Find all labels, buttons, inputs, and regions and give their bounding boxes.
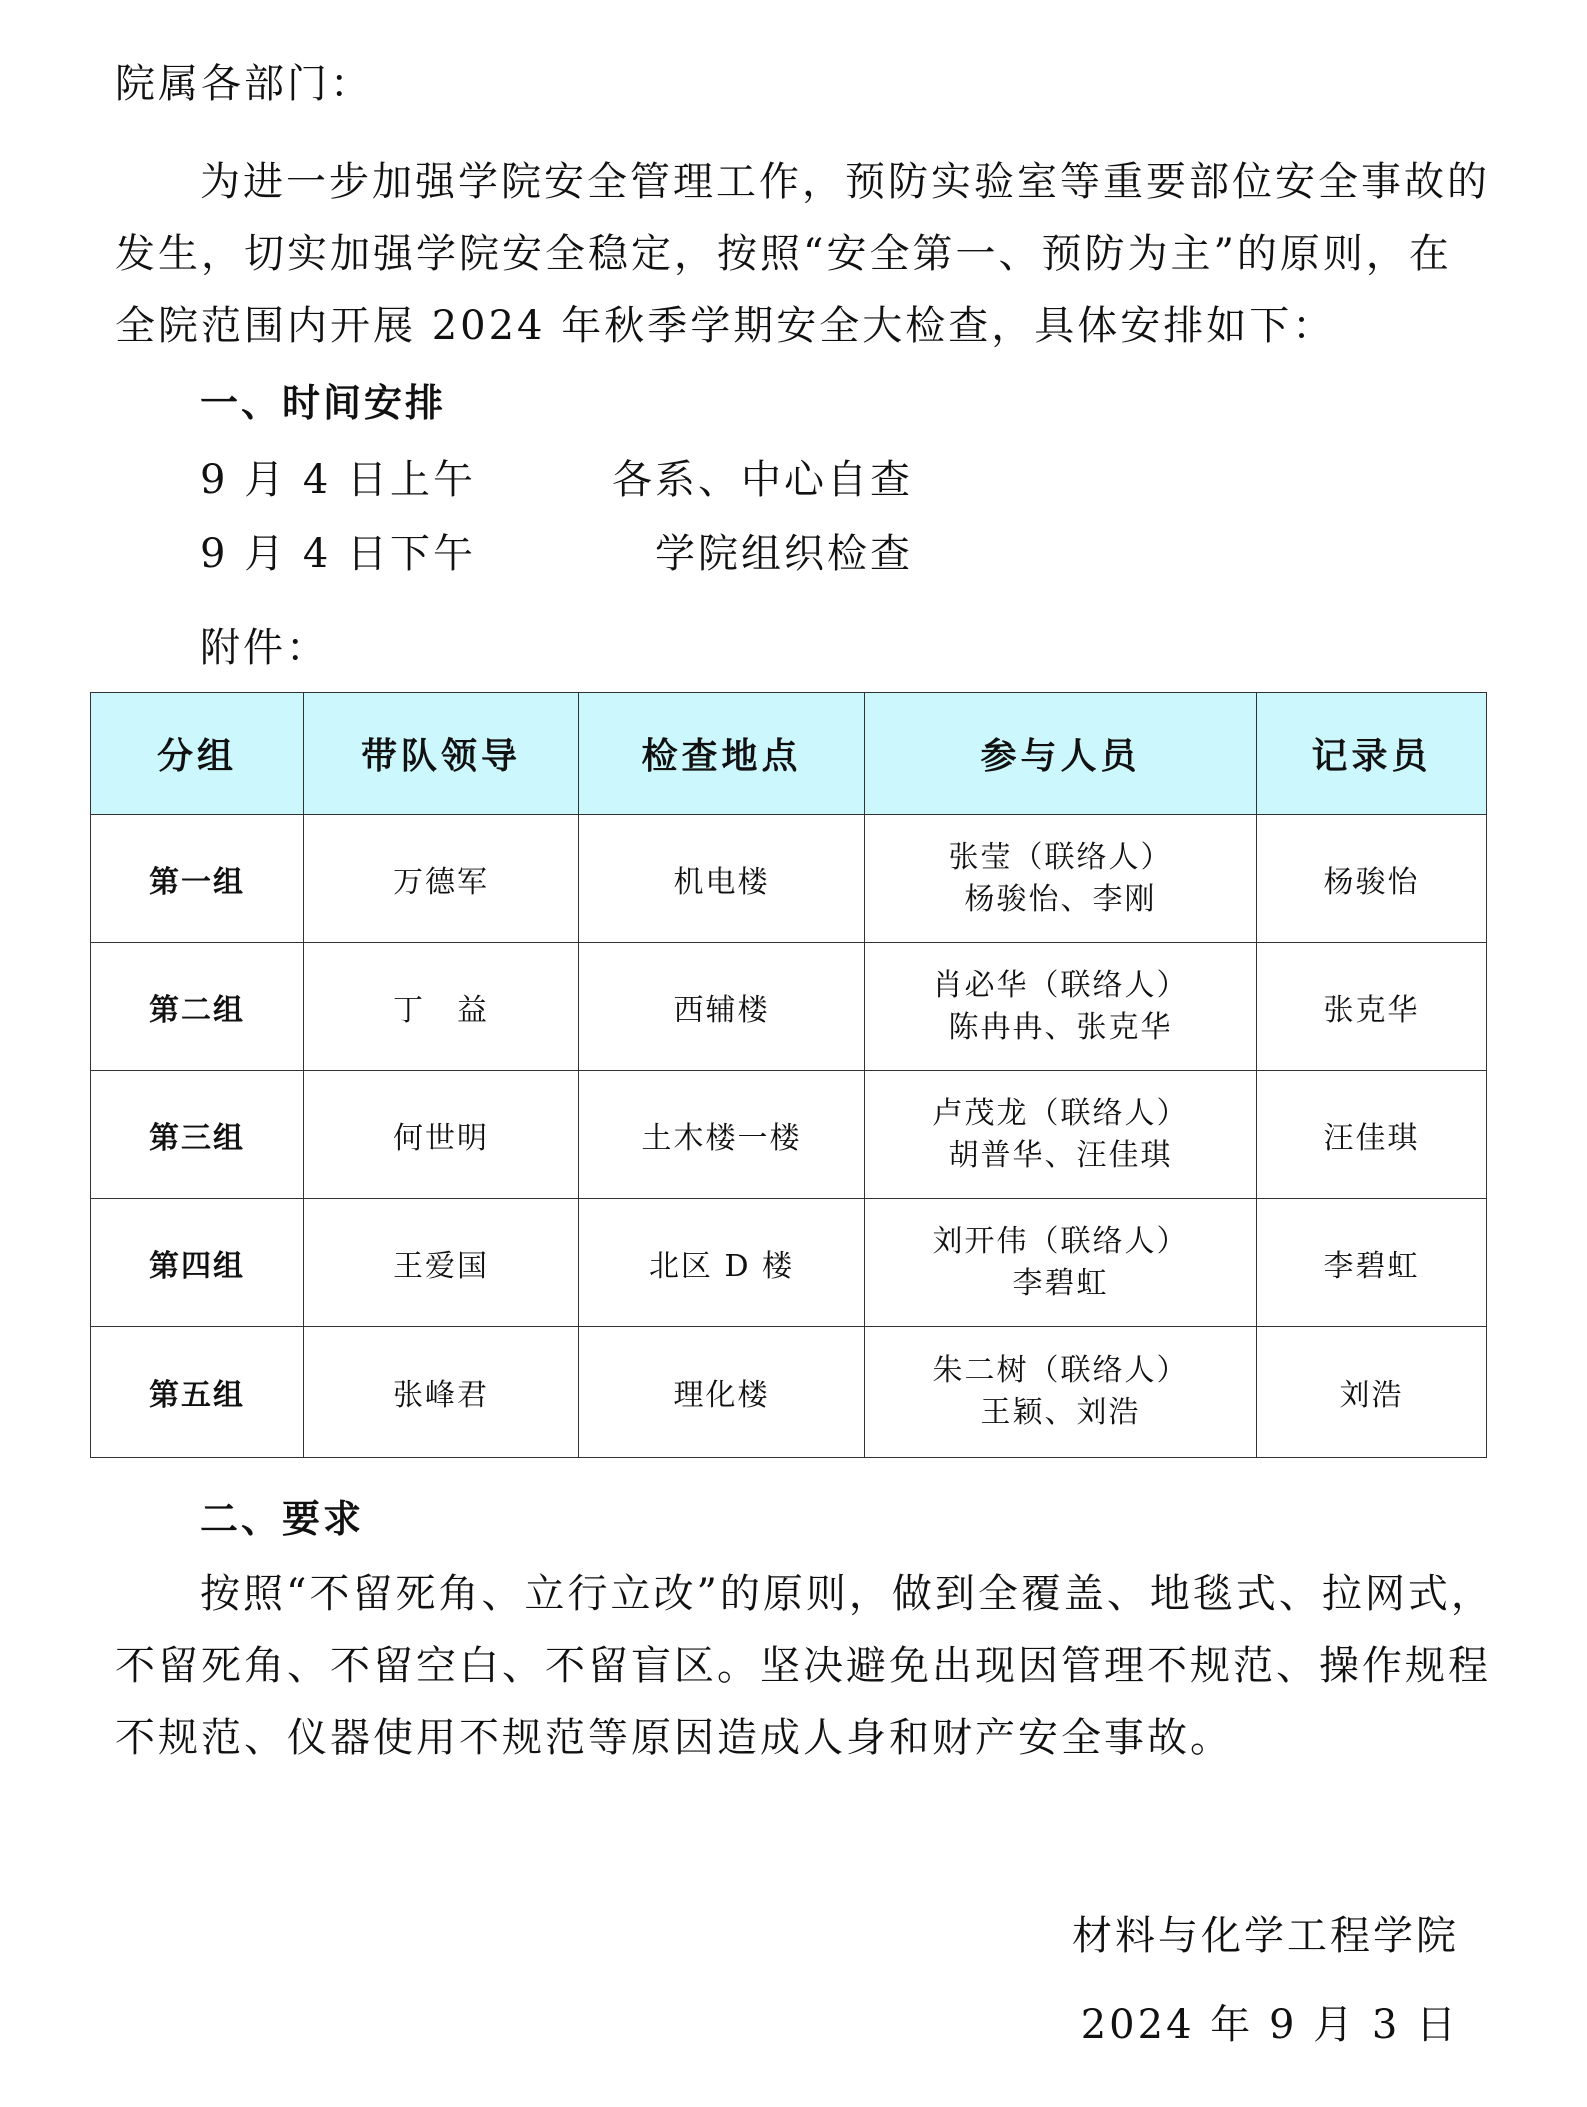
location-cell: 理化楼 [579,1327,865,1458]
group-cell: 第五组 [91,1327,304,1458]
members-others: 李碧虹 [1012,1265,1109,1301]
members-cell [865,815,1257,943]
header-members: 参与人员 [865,693,1257,815]
recorder-cell: 汪佳琪 [1257,1071,1487,1199]
leader-cell: 王爱国 [304,1199,579,1327]
header-group: 分组 [91,693,304,815]
table-row [91,1071,1487,1199]
signature-date: 2024 年 9 月 3 日 [1080,2002,1459,2048]
members-cell [865,1071,1257,1199]
location-cell: 机电楼 [579,815,865,943]
recorder-cell: 杨骏怡 [1257,815,1487,943]
salutation: 院属各部门： [115,61,373,107]
members-contact: 卢茂龙（联络人） [932,1095,1189,1131]
members-cell [865,1199,1257,1327]
header-location: 检查地点 [579,693,865,815]
location-cell: 土木楼一楼 [579,1071,865,1199]
members-others: 杨骏怡、李刚 [964,881,1157,917]
table-row [91,1327,1487,1458]
schedule-task-2: 学院组织检查 [655,531,913,577]
signature-org: 材料与化学工程学院 [1072,1913,1459,1959]
location-cell: 北区 D 楼 [579,1199,865,1327]
intro-line-1: 为进一步加强学院安全管理工作，预防实验室等重要部位安全事故的 [200,159,1490,205]
members-others: 王颖、刘浩 [980,1395,1141,1430]
inspection-table [90,692,1487,1458]
location-cell: 西辅楼 [579,943,865,1071]
group-cell: 第三组 [91,1071,304,1199]
requirement-line-2: 不留死角、不留空白、不留盲区。坚决避免出现因管理不规范、操作规程 [115,1643,1491,1689]
section-1-heading: 一、时间安排 [200,381,447,425]
group-cell: 第四组 [91,1199,304,1327]
leader-cell: 张峰君 [304,1327,579,1458]
group-cell: 第一组 [91,815,304,943]
leader-cell: 万德军 [304,815,579,943]
schedule-time-1: 9 月 4 日上午 [200,457,477,503]
schedule-task-1: 各系、中心自查 [612,457,913,503]
section-2-heading: 二、要求 [200,1497,365,1541]
table-row [91,815,1487,943]
members-contact: 张莹（联络人） [948,839,1173,875]
table-row [91,943,1487,1071]
requirement-line-1: 按照“不留死角、立行立改”的原则，做到全覆盖、地毯式、拉网式， [200,1571,1494,1617]
members-others: 陈冉冉、张克华 [948,1009,1173,1045]
group-cell: 第二组 [91,943,304,1071]
leader-cell: 何世明 [304,1071,579,1199]
recorder-cell: 刘浩 [1257,1327,1487,1458]
leader-cell: 丁 益 [304,943,579,1071]
members-contact: 肖必华（联络人） [932,967,1189,1003]
members-contact: 朱二树（联络人） [932,1353,1189,1388]
members-cell [865,1327,1257,1458]
intro-line-2: 发生，切实加强学院安全稳定，按照“安全第一、预防为主”的原则，在 [115,231,1452,277]
requirement-line-3: 不规范、仪器使用不规范等原因造成人身和财产安全事故。 [115,1715,1233,1761]
recorder-cell: 张克华 [1257,943,1487,1071]
table-header-row [91,693,1487,815]
header-leader: 带队领导 [304,693,579,815]
members-others: 胡普华、汪佳琪 [948,1137,1173,1173]
recorder-cell: 李碧虹 [1257,1199,1487,1327]
table-row [91,1199,1487,1327]
members-cell [865,943,1257,1071]
header-recorder: 记录员 [1257,693,1487,815]
members-contact: 刘开伟（联络人） [932,1223,1189,1259]
schedule-time-2: 9 月 4 日下午 [200,531,477,577]
intro-line-3: 全院范围内开展 2024 年秋季学期安全大检查，具体安排如下： [115,303,1336,349]
attachment-label: 附件： [200,625,329,671]
